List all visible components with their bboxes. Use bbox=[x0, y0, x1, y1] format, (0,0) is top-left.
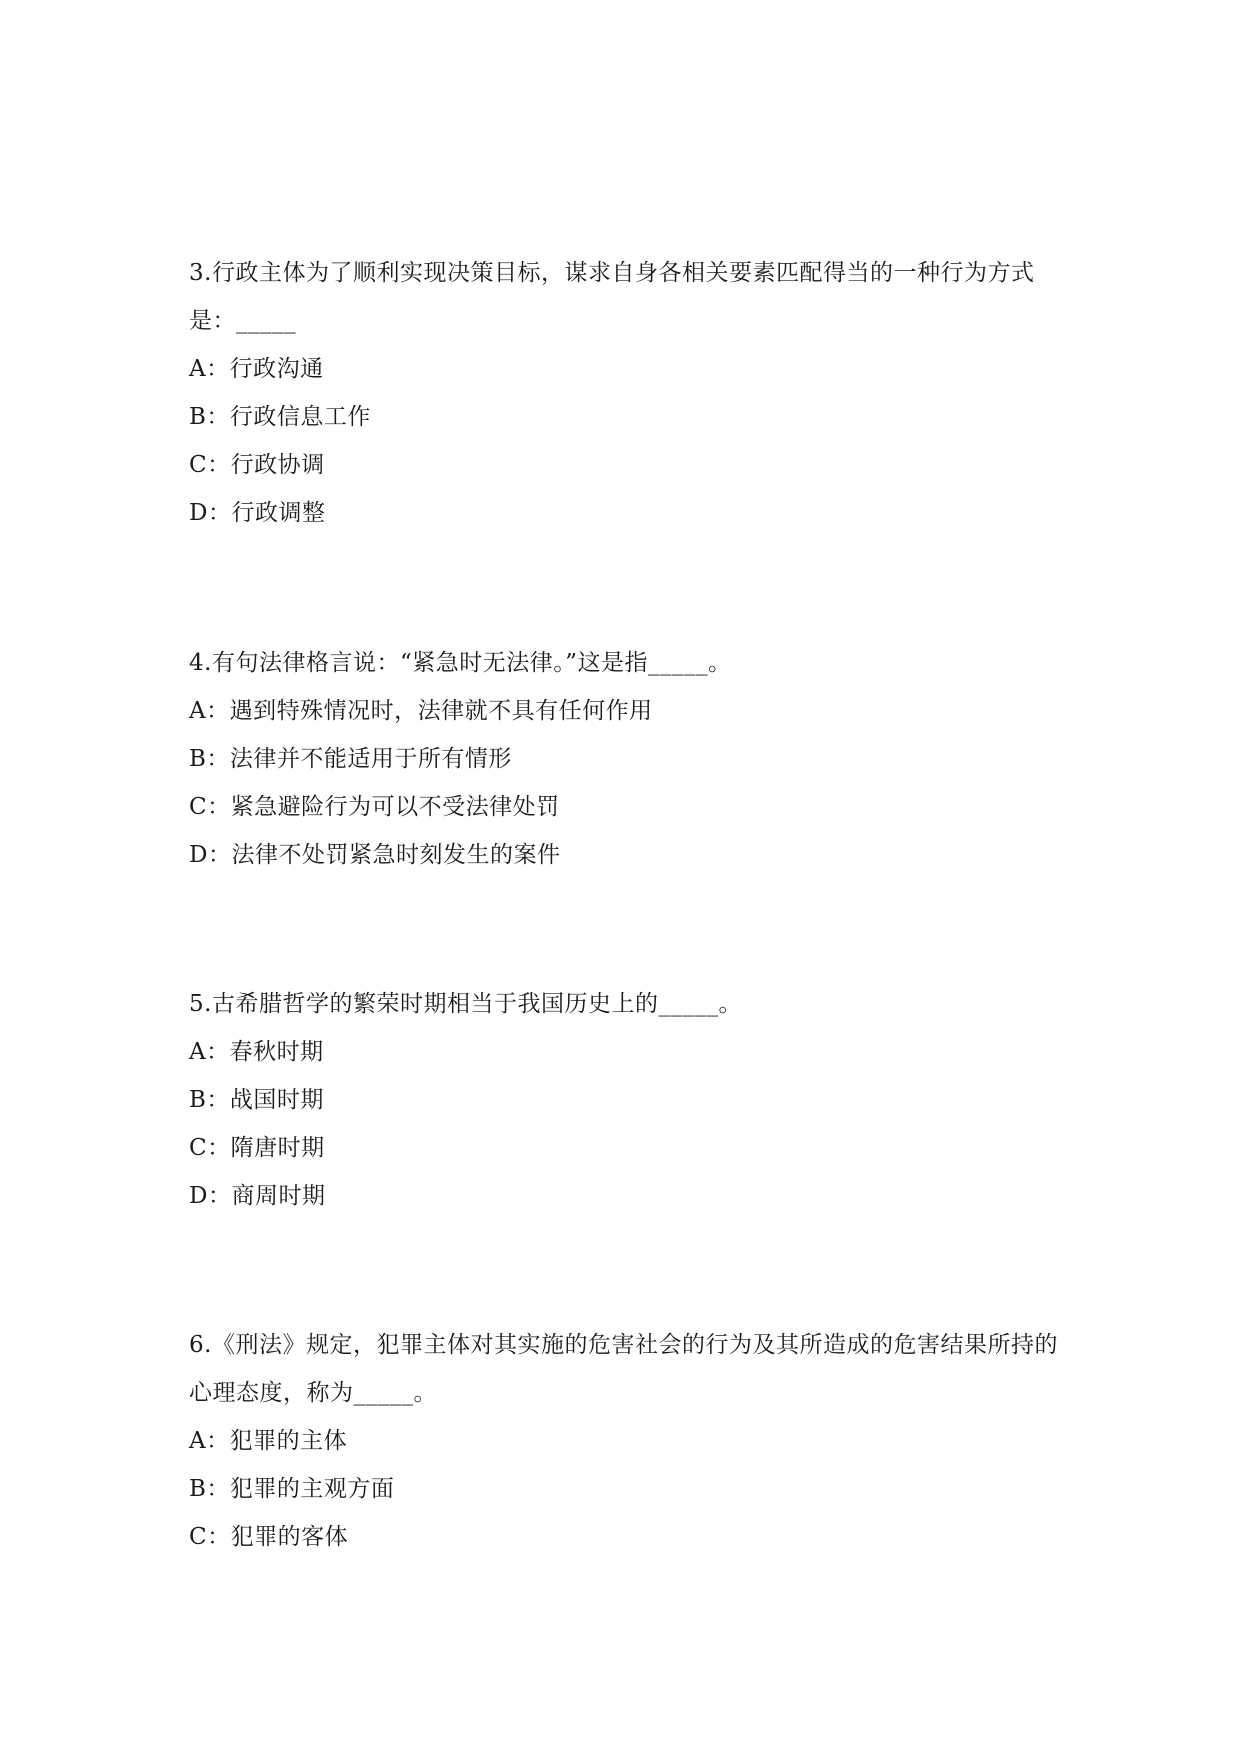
option-a: A：行政沟通 bbox=[189, 356, 324, 382]
option-b: B：法律并不能适用于所有情形 bbox=[189, 746, 512, 772]
question-5 bbox=[189, 980, 1069, 1220]
option-b: B：行政信息工作 bbox=[189, 404, 371, 430]
option-c: C：隋唐时期 bbox=[189, 1135, 325, 1161]
option-c: C：犯罪的客体 bbox=[189, 1524, 349, 1550]
option-d: D：商周时期 bbox=[189, 1183, 326, 1209]
option-c: C：紧急避险行为可以不受法律处罚 bbox=[189, 794, 560, 820]
question-3 bbox=[189, 249, 1069, 537]
option-a: A：遇到特殊情况时，法律就不具有任何作用 bbox=[189, 698, 653, 724]
question-4 bbox=[189, 639, 1069, 879]
question-stem: 4.有句法律格言说：“紧急时无法律。”这是指_____。 bbox=[189, 650, 732, 676]
question-stem: 5.古希腊哲学的繁荣时期相当于我国历史上的_____。 bbox=[189, 991, 742, 1017]
option-d: D：行政调整 bbox=[189, 500, 326, 526]
option-c: C：行政协调 bbox=[189, 452, 325, 478]
question-stem: 3.行政主体为了顺利实现决策目标，谋求自身各相关要素匹配得当的一种行为方式是：_____ bbox=[189, 260, 1035, 334]
option-a: A：春秋时期 bbox=[189, 1039, 324, 1065]
option-a: A：犯罪的主体 bbox=[189, 1428, 348, 1454]
option-b: B：犯罪的主观方面 bbox=[189, 1476, 395, 1502]
question-6 bbox=[189, 1321, 1069, 1561]
question-stem: 6.《刑法》规定，犯罪主体对其实施的危害社会的行为及其所造成的危害结果所持的心理态度，称为_____。 bbox=[189, 1332, 1058, 1406]
option-d: D：法律不处罚紧急时刻发生的案件 bbox=[189, 842, 561, 868]
option-b: B：战国时期 bbox=[189, 1087, 324, 1113]
